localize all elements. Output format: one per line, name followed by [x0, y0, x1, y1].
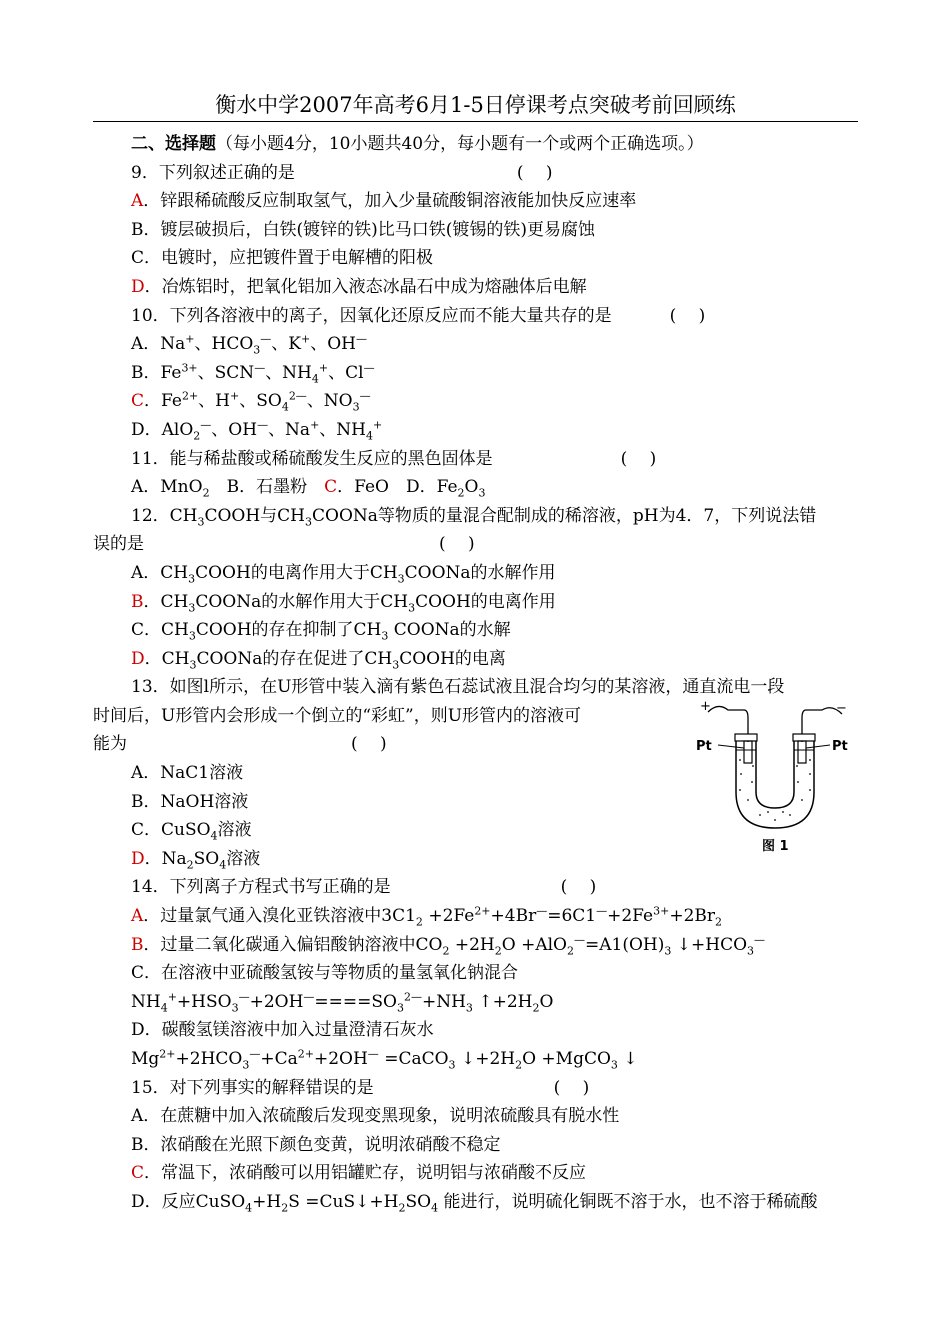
right-pt-label: Pt: [832, 739, 848, 754]
option-text: ．镀层破损后，白铁(镀锌的铁)比马口铁(镀锡的铁)更易腐蚀: [143, 219, 596, 240]
q14-equation-c: $NH_4^++HSO_3^—+2OH^—====SO_3^{2—}+NH_3$ $↑+2H_2O$: [131, 990, 554, 1015]
u-tube-inner: [756, 734, 794, 808]
figure-u-tube: [696, 700, 866, 858]
option-letter: C: [131, 248, 145, 269]
question-14-stem: [93, 873, 863, 902]
answer-letter: D: [131, 648, 145, 669]
q10-option-b: B．$Fe^{3+}$、SCN—、$NH_4^+$、Cl—: [131, 361, 375, 386]
q13-stem-text: 能为: [93, 734, 127, 755]
question-12-stem: 12．$CH_3COOH$与$CH_3COONa$等物质的量混合配制成的稀溶液，pH为4．7，下列说法错: [131, 505, 817, 529]
answer-letter: B: [131, 934, 144, 955]
option-letter: D: [131, 419, 145, 440]
answer-paren: ( ): [351, 734, 387, 755]
question-9-stem: [93, 159, 863, 188]
q15-option-b: [93, 1131, 863, 1160]
q9-option-c: [93, 244, 863, 273]
section-heading: [93, 130, 863, 159]
q13-option-b: B．NaOH溶液: [131, 791, 249, 812]
question-10-stem: [93, 302, 863, 331]
option-text: ．NaC1溶液: [143, 763, 244, 784]
q9-option-a: [93, 187, 863, 216]
question-12-stem-2: [93, 530, 863, 559]
answer-paren: ( ): [439, 534, 475, 555]
q14-option-d: D．碳酸氢镁溶液中加入过量澄清石灰水: [131, 1020, 434, 1041]
q14-stem-text: 14．下列离子方程式书写正确的是: [131, 877, 391, 898]
minus-sign: −: [836, 701, 847, 716]
q11-options: A．MnO$_2$ B．石墨粉 C．FeO D．$Fe_2O_3$: [131, 477, 486, 500]
q10-option-c: C．$Fe^{2+}$、H+、$SO_4^{2—}$、$NO_3^—$: [131, 389, 371, 414]
option-letter: B: [131, 1134, 144, 1155]
answer-letter: C: [324, 477, 338, 498]
q9-option-b: [93, 216, 863, 245]
option-text: ．过量氯气通入溴化亚铁溶液中3C1: [143, 906, 416, 927]
option-text: ．浓硝酸在光照下颜色变黄，说明浓硝酸不稳定: [143, 1134, 501, 1155]
answer-paren: ( ): [553, 1077, 590, 1098]
q10-option-d: D．AlO$_2$—、OH—、Na+、$NH_4^+$: [131, 418, 383, 443]
option-text: ．锌跟稀硫酸反应制取氢气，加入少量硫酸铜溶液能加快反应速率: [143, 191, 637, 212]
liquid-dots: [739, 759, 811, 821]
option-text: ．碳酸氢镁溶液中加入过量澄清石灰水: [144, 1020, 434, 1041]
q9-stem-text: 9．下列叙述正确的是: [131, 162, 295, 183]
figure-caption: 图 1: [762, 839, 789, 854]
q10-stem-text: 10．下列各溶液中的离子，因氧化还原反应而不能大量共存的是: [131, 305, 612, 326]
q9-option-d: [93, 273, 863, 302]
q14-equation-d: $Mg^{2+}+2HCO_3^—+Ca^{2+}+2OH^—$ =CaCO$_3$ $↓+2H_2O$ +MgCO$_3$ ↓: [131, 1047, 638, 1072]
answer-letter: A: [131, 906, 144, 927]
q12-option-a: A．$CH_3COOH$的电离作用大于$CH_3COONa$的水解作用: [131, 562, 556, 586]
section-note: （每小题4分，10小题共40分，每小题有一个或两个正确选项。）: [216, 134, 704, 154]
answer-paren: ( ): [560, 877, 597, 898]
q12-option-d: D．$CH_3COONa$的存在促进了$CH_3COOH$的电离: [131, 648, 506, 672]
u-tube-outer: [736, 734, 814, 828]
right-stopper: [793, 734, 815, 741]
answer-paren: ( ): [669, 305, 706, 326]
q13-option-a: A．NaC1溶液: [131, 763, 244, 784]
answer-paren: ( ): [516, 162, 553, 183]
option-text: ．过量二氧化碳通入偏铝酸钠溶液中CO: [143, 934, 443, 955]
plus-sign: +: [700, 700, 711, 714]
option-letter: B: [131, 219, 144, 240]
option-letter: C: [131, 391, 145, 412]
option-letter: C: [131, 1163, 145, 1184]
q15-stem-text: 15．对下列事实的解释错误的是: [131, 1077, 374, 1098]
question-15-stem: [93, 1074, 863, 1103]
answer-paren: ( ): [620, 448, 657, 469]
right-pt-pointer: [806, 745, 830, 748]
q11-stem-text: 11．能与稀盐酸或稀硫酸发生反应的黑色固体是: [131, 448, 493, 469]
q12-option-c: C．$CH_3COOH$的存在抑制了$CH_3$ COONa的水解: [131, 620, 511, 643]
option-letter: B: [131, 362, 144, 383]
left-pt-label: Pt: [696, 739, 712, 754]
question-13-stem: [93, 673, 863, 702]
option-text: ．在蔗糖中加入浓硫酸后发现变黑现象，说明浓硫酸具有脱水性: [143, 1106, 620, 1127]
question-content: [93, 130, 863, 1217]
q14-option-a: A．过量氯气通入溴化亚铁溶液中$3C1_2 +2Fe^{2+}+4Br^—=6C1^—+2Fe^{3+}+2Br_2$: [131, 904, 723, 929]
right-electrode: [798, 741, 806, 763]
header-rule: [93, 121, 858, 122]
left-stopper: [735, 734, 757, 741]
answer-letter: B: [131, 591, 144, 612]
question-11-stem: [93, 445, 863, 474]
option-letter: A: [131, 191, 144, 212]
option-text: ．NaOH溶液: [143, 791, 249, 812]
answer-letter: D: [131, 848, 145, 869]
option-letter: A: [131, 334, 144, 355]
q14-option-c: C．在溶液中亚硫酸氢铵与等物质的量氢氧化钠混合: [131, 963, 519, 984]
q12-stem-text: 误的是: [93, 534, 144, 555]
page-title: 衡水中学2007年高考6月1-5日停课考点突破考前回顾练: [215, 93, 736, 117]
option-text: ．冶炼铝时，把氧化铝加入液态冰晶石中成为熔融体后电解: [144, 276, 587, 297]
option-letter: D: [131, 276, 145, 297]
q15-option-d: D．反应$CuSO_4+H_2S$ $=CuS↓+H_2SO_4$ 能进行，说明硫化铜既不溶于水，也不溶于稀硫酸: [131, 1191, 818, 1215]
left-pt-pointer: [718, 745, 744, 748]
option-text: ．在溶液中亚硫酸氢铵与等物质的量氢氧化钠混合: [144, 963, 519, 984]
q13-stem-text: 13．如图l所示，在U形管中装入滴有紫色石蕊试液且混合均匀的某溶液，通直流电一段: [131, 677, 785, 698]
option-text: ．电镀时，应把镀件置于电解槽的阳极: [144, 248, 434, 269]
q10-option-a: A．Na+、$HCO_3^—$、K+、OH—: [131, 332, 367, 357]
q14-option-b: B．过量二氧化碳通入偏铝酸钠溶液中$CO_2 +2H_2O +AlO_2^—=A1(OH)_3$ $↓+HCO_3^—$: [131, 932, 766, 958]
q13-stem-text: 时间后，U形管内会形成一个倒立的“彩虹”，则U形管内的溶液可: [93, 705, 582, 726]
option-letter: A: [131, 1106, 144, 1127]
option-text: ．常温下，浓硝酸可以用铝罐贮存，说明铝与浓硝酸不反应: [144, 1163, 587, 1184]
left-electrode: [744, 741, 752, 763]
q13-option-d: D．$Na_2SO_4$溶液: [131, 848, 261, 872]
q12-option-b: B．$CH_3COONa$的水解作用大于$CH_3COOH$的电离作用: [131, 591, 556, 614]
q15-option-c: [93, 1159, 863, 1188]
q15-option-a: [93, 1102, 863, 1131]
q13-option-c: C．CuSO$_4$溶液: [131, 820, 252, 843]
section-title: 二、选择题: [131, 134, 216, 154]
u-tube-diagram: [696, 700, 866, 858]
